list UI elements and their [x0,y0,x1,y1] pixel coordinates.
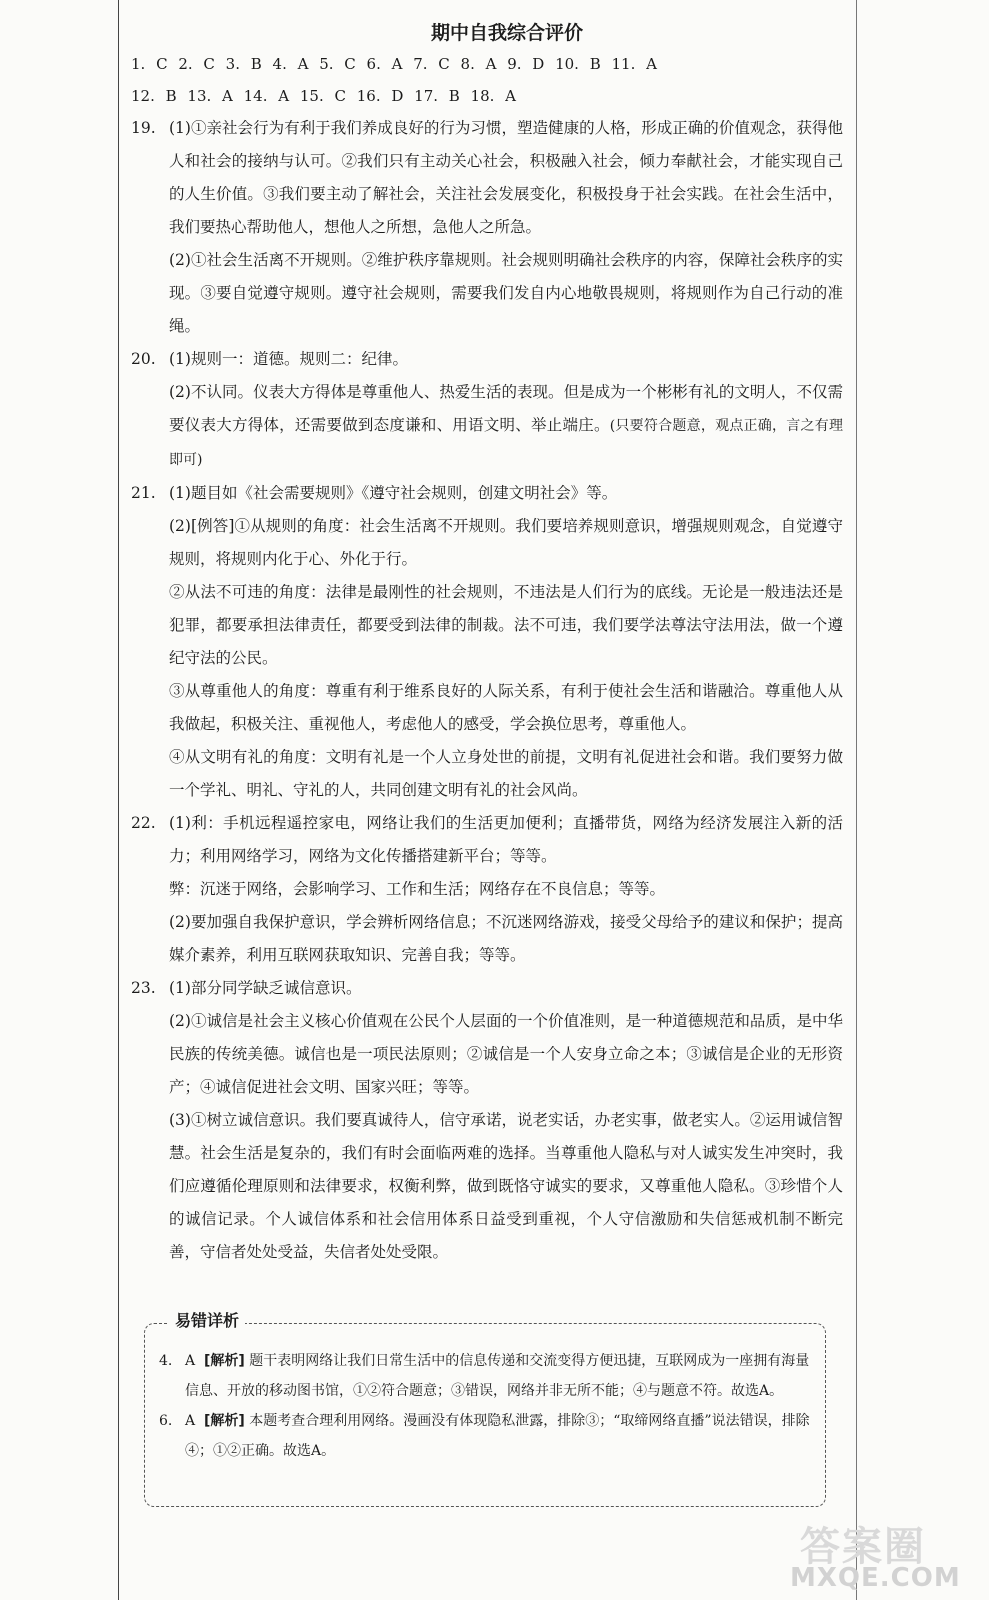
analysis-answer: A [185,1413,196,1429]
question-23 [131,972,843,1269]
answer-paragraph: (2)①诚信是社会主义核心价值观在公民个人层面的一个价值准则，是一种道德规范和品质，是中华民族的传统美德。诚信也是一项民法原则；②诚信是一个人安身立命之本；③诚信是企业的无形资产；④诚信促进社会文明、国家兴旺；等等。 [169,1012,843,1096]
answer-paragraph: (1)①亲社会行为有利于我们养成良好的行为习惯，塑造健康的人格，形成正确的价值观念，获得他人和社会的接纳与认可。②我们只有主动关心社会，积极融入社会，倾力奉献社会，才能实现自己的人生价值。③我们要主动了解社会，关注社会发展变化，积极投身于社会实践。在社会生活中，我们要热心帮助他人，想他人之所想，急他人之所急。 [169,119,843,236]
question-number: 23. [131,979,156,997]
answer-paragraph: (2)要加强自我保护意识，学会辨析网络信息；不沉迷网络游戏，接受父母给予的建议和保护；提高媒介素养，利用互联网获取知识、完善自我；等等。 [169,913,843,964]
question-22 [131,807,843,972]
error-analysis-title: 易错详析 [169,1308,245,1331]
answer-page [131,20,843,1269]
answer-paragraph: (2)①社会生活离不开规则。②维护秩序靠规则。社会规则明确社会秩序的内容，保障社会秩序的实现。③要自觉遵守规则。遵守社会规则，需要我们发自内心地敬畏规则，将规则作为自己行动的准绳。 [169,251,843,335]
answer-paragraph: ③从尊重他人的角度：尊重有利于维系良好的人际关系，有利于使社会生活和谐融洽。尊重他人从我做起，积极关注、重视他人，考虑他人的感受，学会换位思考，尊重他人。 [169,682,843,733]
question-number: 20. [131,350,156,368]
analysis-text: 本题考查合理利用网络。漫画没有体现隐私泄露，排除③；“取缔网络直播”说法错误，排除④；①②正确。故选A。 [185,1413,810,1459]
analysis-answer: A [185,1353,196,1369]
error-analysis-body [159,1346,811,1466]
answer-paragraph: (1)规则一：道德。规则二：纪律。 [169,350,408,368]
question-number: 21. [131,484,156,502]
answer-paragraph: ②从法不可违的角度：法律是最刚性的社会规则，不违法是人们行为的底线。无论是一般违法还是犯罪，都要承担法律责任，都要受到法律的制裁。法不可违，我们要学法尊法守法用法，做一个遵纪守法的公民。 [169,583,843,667]
answer-paragraph: ④从文明有礼的角度：文明有礼是一个人立身处世的前提，文明有礼促进社会和谐。我们要努力做一个学礼、明礼、守礼的人，共同创建文明有礼的社会风尚。 [169,748,843,799]
question-21 [131,477,843,807]
margin-line-right [856,0,857,1600]
question-20 [131,343,843,477]
watermark-logo-text: 答案圈 [800,1524,926,1570]
analysis-tag: [解析] [204,1353,245,1369]
answer-paragraph: (1)部分同学缺乏诚信意识。 [169,979,362,997]
margin-line-left [118,0,119,1600]
analysis-item [159,1406,811,1466]
page-title: 期中自我综合评价 [430,22,583,44]
analysis-text: 题干表明网络让我们日常生活中的信息传递和交流变得方便迅捷，互联网成为一座拥有海量信息、开放的移动图书馆，①②符合题意；③错误，网络并非无所不能；④与题意不符。故选A。 [185,1353,810,1399]
answer-paragraph: (2)[例答]①从规则的角度：社会生活离不开规则。我们要培养规则意识，增强规则观念，自觉遵守规则，将规则内化于心、外化于行。 [169,517,843,568]
scoring-note: (只要符合题意，观点正确，言之有理即可) [169,418,843,468]
mc-answers-row-2: 12. B 13. A 14. A 15. C 16. D 17. B 18. A [131,87,517,105]
answer-paragraph: (1)利：手机远程遥控家电，网络让我们的生活更加便利；直播带货，网络为经济发展注入新的活力；利用网络学习，网络为文化传播搭建新平台；等等。 [169,814,843,865]
question-number: 22. [131,814,156,832]
watermark-url: MXQE.COM [790,1563,961,1593]
answer-text: (2)不认同。仪表大方得体是尊重他人、热爱生活的表现。但是成为一个彬彬有礼的文明人，不仅需要仪表大方得体，还需要做到态度谦和、用语文明、举止端庄。 [169,383,843,434]
answer-paragraph: (3)①树立诚信意识。我们要真诚待人，信守承诺，说老实话，办老实事，做老实人。②运用诚信智慧。社会生活是复杂的，我们有时会面临两难的选择。当尊重他人隐私与对人诚实发生冲突时，我们应遵循伦理原则和法律要求，权衡利弊，做到既恪守诚实的要求，又尊重他人隐私。③珍惜个人的诚信记录。个人诚信体系和社会信用体系日益受到重视，个人守信激励和失信惩戒机制不断完善，守信者处处受益，失信者处处受限。 [169,1111,843,1261]
analysis-item [159,1346,811,1406]
analysis-item-content [185,1406,811,1466]
question-19 [131,112,843,343]
analysis-item-number: 4. [159,1353,173,1369]
answer-paragraph: 弊：沉迷于网络，会影响学习、工作和生活；网络存在不良信息；等等。 [169,880,666,898]
analysis-tag: [解析] [204,1413,245,1429]
error-analysis-box [144,1311,826,1507]
analysis-item-number: 6. [159,1413,173,1429]
answer-paragraph: (1)题目如《社会需要规则》《遵守社会规则，创建文明社会》等。 [169,484,618,502]
site-watermark [790,1515,980,1595]
answer-paragraph [131,376,843,477]
mc-answers-row-1: 1. C 2. C 3. B 4. A 5. C 6. A 7. C 8. A 9. D 10. B 11. A [131,55,657,73]
question-number: 19. [131,119,156,137]
analysis-item-content [185,1346,811,1406]
